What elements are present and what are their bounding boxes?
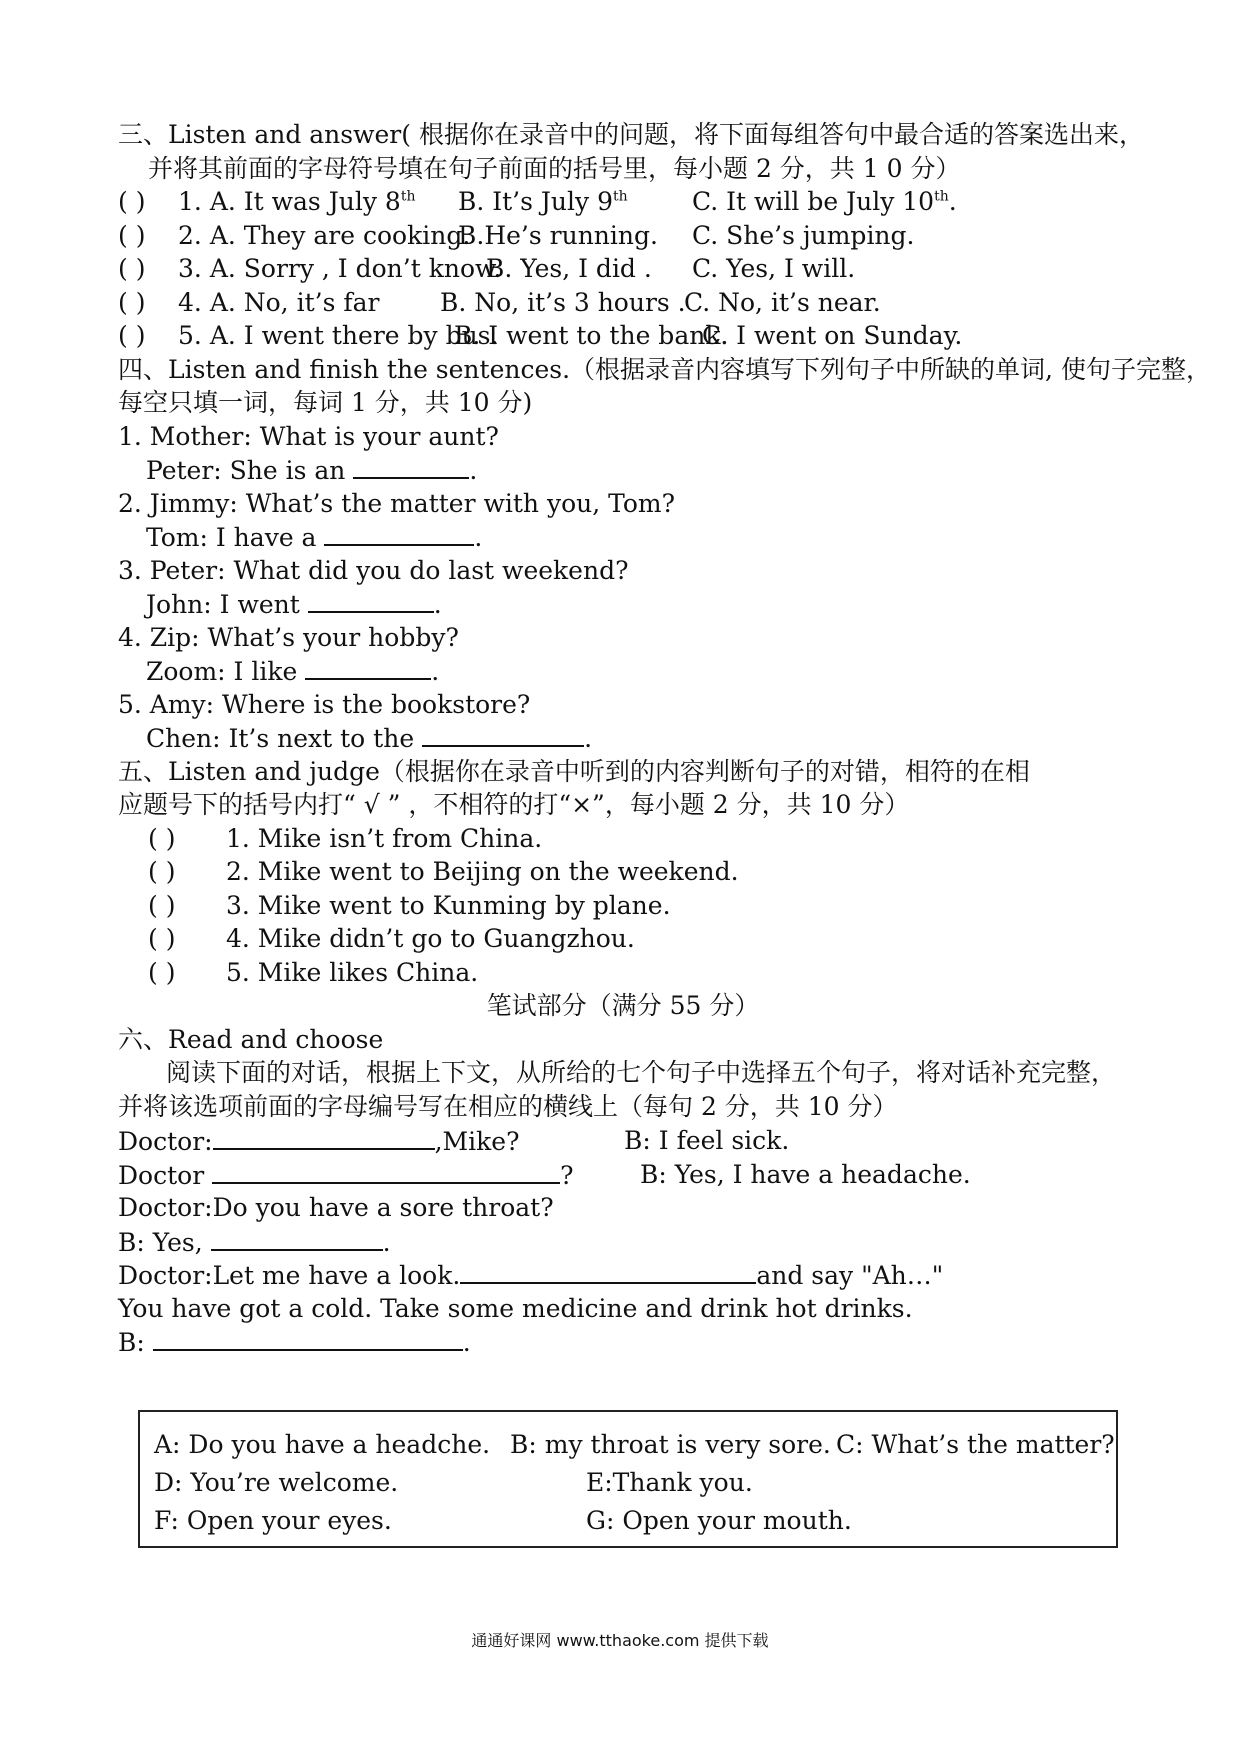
judge-paren[interactable]: ( ): [148, 857, 176, 886]
option-a: A. I went there by bus.: [209, 321, 499, 350]
section-3-heading: 三、Listen and answer( 根据你在录音中的问题，将下面每组答句中最合适的答案选出来，: [118, 120, 1144, 149]
answer-paren[interactable]: ( ): [118, 220, 146, 250]
s4-answer-2: Tom: I have a .: [118, 520, 1128, 554]
question-number: 5.: [178, 321, 202, 350]
fill-blank[interactable]: [213, 1124, 435, 1150]
exam-page: [118, 118, 1211, 1359]
s4-answer-1: Peter: She is an .: [118, 453, 1128, 487]
question-number: 4.: [178, 287, 202, 317]
judge-paren[interactable]: ( ): [148, 823, 176, 853]
option-g-text: G: Open your mouth.: [586, 1506, 852, 1535]
option-c: C. No, it’s near.: [684, 287, 881, 317]
judge-paren[interactable]: ( ): [148, 890, 176, 920]
option-c-text: C: What’s the matter?: [836, 1430, 1115, 1459]
option-b: B. I went to the bank.: [454, 321, 729, 350]
fill-blank[interactable]: [212, 1158, 560, 1184]
s3-question-3: [118, 252, 1128, 286]
s5-item-3: ( ) 3. Mike went to Kunming by plane.: [118, 889, 1128, 923]
option-c: C. She’s jumping.: [692, 220, 915, 250]
fill-blank[interactable]: [153, 1325, 463, 1351]
s4-answer-4: Zoom: I like .: [118, 654, 1128, 688]
option-c: C. Yes, I will.: [692, 254, 856, 283]
dialogue-line-2: Doctor ? B: Yes, I have a headache.: [118, 1159, 971, 1190]
answer-paren[interactable]: ( ): [118, 187, 146, 216]
judge-paren[interactable]: ( ): [148, 957, 176, 987]
fill-blank[interactable]: [211, 1225, 383, 1251]
option-b: B. It’s July 9th: [458, 187, 628, 216]
section-4-heading-line1: [118, 353, 1211, 387]
s5-item-4: ( ) 4. Mike didn’t go to Guangzhou.: [118, 922, 1128, 956]
section-3-instruction: 并将其前面的字母符号填在句子前面的括号里，每小题 2 分，共 1 0 分）: [148, 153, 961, 183]
answer-paren[interactable]: ( ): [118, 254, 146, 283]
section-3-heading-line1: [118, 118, 1144, 152]
dialogue-line-3: Doctor:Do you have a sore throat?: [118, 1193, 554, 1222]
fill-blank[interactable]: [353, 453, 469, 479]
s4-question-2: 2. Jimmy: What’s the matter with you, Tom?: [118, 488, 676, 518]
options-row-3: [140, 1502, 1116, 1540]
section-6-heading: 六、Read and choose: [118, 1024, 384, 1054]
options-row-2: [140, 1464, 1116, 1502]
s4-answer-3: John: I went .: [118, 587, 1128, 621]
s4-answer-5: Chen: It’s next to the .: [118, 721, 1128, 755]
option-f-text: F: Open your eyes.: [154, 1506, 392, 1535]
s3-question-2: [118, 219, 1128, 253]
fill-blank[interactable]: [324, 520, 474, 546]
s5-item-1: ( ) 1. Mike isn’t from China.: [118, 822, 1128, 856]
option-a-text: A: Do you have a headche.: [154, 1430, 491, 1459]
fill-blank[interactable]: [422, 721, 584, 747]
option-c: C. I went on Sunday.: [702, 321, 963, 350]
dialogue-line-1: Doctor: ,Mike? B: I feel sick.: [118, 1126, 790, 1156]
section-5-instruction: 应题号下的括号内打“ √ ” ，不相符的打“×”，每小题 2 分，共 10 分）: [118, 790, 910, 819]
section-3-heading-line2: [118, 152, 1128, 186]
dialogue-line-7: B: .: [118, 1325, 1128, 1359]
section-5-heading-line1: [118, 755, 1128, 789]
s3-question-5: [118, 319, 1128, 353]
s4-question-1: 1. Mother: What is your aunt?: [118, 421, 499, 451]
page-footer: 通通好课网 www.tthaoke.com 提供下载: [471, 1631, 769, 1650]
option-b: B.He’s running.: [458, 220, 658, 250]
section-6-instruction: 阅读下面的对话，根据上下文，从所给的七个句子中选择五个句子，将对话补充完整，并将该选项前面的字母编号写在相应的横线上（每句 2 分，共 10 分）: [118, 1058, 1117, 1121]
option-b: B. Yes, I did .: [486, 254, 652, 283]
answer-paren[interactable]: ( ): [118, 287, 146, 317]
option-a: A. It was July 8th: [209, 187, 416, 216]
s4-question-5: 5. Amy: Where is the bookstore?: [118, 689, 531, 719]
options-row-1: [140, 1426, 1116, 1464]
option-a: A. No, it’s far: [209, 287, 380, 317]
option-e-text: E:Thank you.: [586, 1468, 753, 1497]
section-4-heading: 四、Listen and finish the sentences.（根据录音内容填写下列句子中所缺的单词, 使句子完整，: [118, 354, 1211, 384]
fill-blank[interactable]: [305, 654, 431, 680]
s4-question-4: 4. Zip: What’s your hobby?: [118, 622, 459, 652]
option-a: A. Sorry , I don’t know.: [209, 254, 502, 283]
question-number: 2.: [178, 220, 202, 250]
fill-blank[interactable]: [308, 587, 434, 613]
written-part-title: 笔试部分（满分 55 分）: [486, 991, 760, 1020]
question-number: 3.: [178, 254, 202, 283]
option-c: C. It will be July 10th.: [692, 187, 957, 216]
section-4-heading-line2: [118, 386, 1128, 420]
option-b: B. No, it’s 3 hours .: [440, 287, 686, 317]
dialogue-line-5: Doctor:Let me have a look. and say "Ah…": [118, 1258, 1128, 1292]
dialogue-line-6: You have got a cold. Take some medicine and drink hot drinks.: [118, 1293, 913, 1323]
s5-item-5: ( ) 5. Mike likes China.: [118, 956, 1128, 990]
question-number: 1.: [178, 187, 202, 216]
dialogue-line-4: B: Yes, .: [118, 1225, 1128, 1259]
fill-blank[interactable]: [460, 1258, 756, 1284]
s3-question-1: [118, 185, 1128, 219]
judge-paren[interactable]: ( ): [148, 924, 176, 953]
option-a: A. They are cooking.: [209, 220, 471, 250]
option-b-text: B: my throat is very sore.: [510, 1430, 831, 1459]
section-5-heading: 五、Listen and judge（根据你在录音中听到的内容判断句子的对错，相符的在相: [118, 756, 1030, 786]
s5-item-2: ( ) 2. Mike went to Beijing on the weekend.: [118, 855, 1128, 889]
section-5-heading-line2: [118, 788, 1128, 822]
options-box: [138, 1410, 1118, 1548]
option-d-text: D: You’re welcome.: [154, 1468, 399, 1497]
section-4-instruction: 每空只填一词，每词 1 分，共 10 分): [118, 388, 533, 417]
answer-paren[interactable]: ( ): [118, 321, 146, 350]
s4-question-3: 3. Peter: What did you do last weekend?: [118, 555, 629, 585]
s3-question-4: [118, 286, 1128, 320]
